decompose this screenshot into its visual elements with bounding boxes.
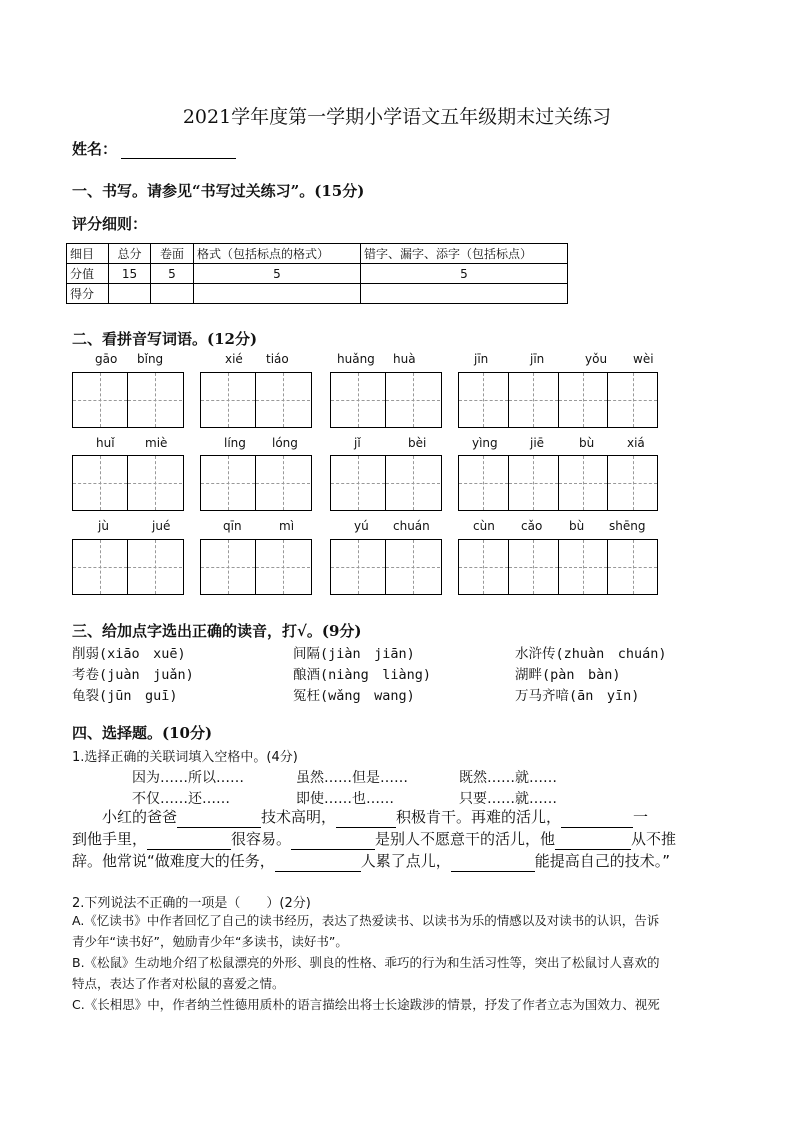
pinyin: yú — [354, 519, 369, 533]
pinyin: mì — [279, 519, 295, 533]
score-cell[interactable] — [194, 284, 361, 304]
writing-box[interactable] — [200, 539, 312, 595]
table-cell: 5 — [361, 264, 568, 284]
blank-input[interactable] — [147, 835, 231, 850]
pinyin: cǎo — [521, 519, 543, 533]
score-cell[interactable] — [361, 284, 568, 304]
pinyin: cùn — [473, 519, 495, 533]
table-cell: 卷面 — [151, 244, 194, 264]
table-cell: 总分 — [109, 244, 151, 264]
reading-item[interactable]: 间隔(jiàn jiān) — [293, 646, 415, 662]
writing-box[interactable] — [458, 455, 658, 511]
table-cell: 15 — [109, 264, 151, 284]
table-cell: 分值 — [67, 264, 109, 284]
page-title: 2021学年度第一学期小学语文五年级期末过关练习 — [182, 106, 612, 128]
blank-input[interactable] — [451, 857, 535, 872]
pinyin: bù — [569, 519, 585, 533]
conjunction-option: 因为……所以…… — [132, 770, 244, 786]
table-cell: 错字、漏字、添字（包括标点） — [361, 244, 568, 264]
pinyin: tiáo — [266, 352, 289, 366]
pinyin: chuán — [393, 519, 430, 533]
pinyin: bǐng — [137, 352, 164, 366]
pinyin: yìng — [472, 436, 498, 450]
pinyin: jīn — [530, 352, 545, 366]
option-line: 特点，表达了作者对松鼠的喜爱之情。 — [72, 976, 285, 991]
pinyin: gāo — [95, 352, 118, 366]
table-row — [67, 244, 568, 264]
writing-box[interactable] — [200, 455, 312, 511]
writing-box[interactable] — [330, 372, 442, 428]
pinyin: lóng — [272, 436, 298, 450]
section2-heading: 二、看拼音写词语。(12分) — [72, 330, 258, 348]
blank-input[interactable] — [555, 835, 631, 850]
reading-item[interactable]: 酿酒(niàng liàng) — [293, 667, 432, 683]
pinyin: yǒu — [585, 352, 608, 366]
pinyin: jǐ — [354, 436, 361, 450]
table-cell: 5 — [194, 264, 361, 284]
pinyin: bù — [579, 436, 595, 450]
paragraph-line: 小红的爸爸 技术高明， 积极肯干。再难的活儿， 一 — [102, 808, 649, 826]
blank-input[interactable] — [291, 835, 375, 850]
pinyin: jīn — [474, 352, 489, 366]
reading-item[interactable]: 龟裂(jūn guī) — [72, 688, 178, 704]
conjunction-option: 虽然……但是…… — [296, 770, 408, 786]
conjunction-option: 既然……就…… — [459, 770, 557, 786]
reading-item[interactable]: 削弱(xiāo xuē) — [72, 646, 186, 662]
writing-box[interactable] — [458, 372, 658, 428]
table-cell: 细目 — [67, 244, 109, 264]
pinyin: qīn — [223, 519, 242, 533]
name-label: 姓名： — [72, 140, 118, 158]
writing-box[interactable] — [72, 372, 184, 428]
pinyin: jù — [98, 519, 109, 533]
pinyin: xiá — [627, 436, 645, 450]
pinyin: huǎng — [337, 352, 375, 366]
section1-heading: 一、书写。请参见“书写过关练习”。(15分) — [72, 182, 365, 200]
conjunction-option: 不仅……还…… — [132, 791, 230, 807]
pinyin: huǐ — [96, 436, 115, 450]
question2-label: 2.下列说法不正确的一项是（ ）(2分) — [72, 896, 311, 911]
writing-box[interactable] — [330, 539, 442, 595]
pinyin: jué — [152, 519, 171, 533]
writing-box[interactable] — [72, 539, 184, 595]
question1-label: 1.选择正确的关联词填入空格中。(4分) — [72, 750, 298, 765]
writing-box[interactable] — [458, 539, 658, 595]
pinyin: jiē — [530, 436, 545, 450]
table-row — [67, 264, 568, 284]
paragraph-line: 到他手里， 很容易。 是别人不愿意干的活儿，他 从不推 — [72, 830, 677, 848]
writing-box[interactable] — [330, 455, 442, 511]
paragraph-line: 辞。他常说“做难度大的任务， 人累了点儿， 能提高自己的技术。” — [72, 852, 671, 870]
reading-item[interactable]: 冤枉(wǎng wang) — [293, 688, 415, 704]
conjunction-option: 即使……也…… — [296, 791, 394, 807]
pinyin: wèi — [633, 352, 654, 366]
pinyin: xié — [225, 352, 243, 366]
reading-item[interactable]: 考卷(juàn juǎn) — [72, 667, 194, 683]
question2-options — [72, 910, 732, 1015]
option-line: A.《忆读书》中作者回忆了自己的读书经历，表达了热爱读书、以读书为乐的情感以及对读书的认识，告诉 — [72, 913, 660, 928]
reading-item[interactable]: 万马齐喑(ān yīn) — [515, 688, 640, 704]
score-cell[interactable] — [151, 284, 194, 304]
conjunction-option: 只要……就…… — [459, 791, 557, 807]
pinyin: huà — [393, 352, 416, 366]
table-cell: 格式（包括标点的格式） — [194, 244, 361, 264]
pinyin: líng — [224, 436, 246, 450]
grading-table — [66, 243, 568, 304]
blank-input[interactable] — [177, 813, 261, 828]
option-line: B.《松鼠》生动地介绍了松鼠漂亮的外形、驯良的性格、乖巧的行为和生活习性等，突出了松鼠讨人喜欢的 — [72, 955, 660, 970]
writing-box[interactable] — [72, 455, 184, 511]
blank-input[interactable] — [561, 813, 633, 828]
section4-heading: 四、选择题。(10分) — [72, 724, 213, 742]
blank-input[interactable] — [275, 857, 361, 872]
score-cell[interactable] — [109, 284, 151, 304]
name-row — [72, 138, 236, 159]
table-row — [67, 284, 568, 304]
blank-input[interactable] — [336, 813, 396, 828]
pinyin: miè — [145, 436, 168, 450]
table-cell: 得分 — [67, 284, 109, 304]
criteria-label: 评分细则： — [72, 215, 148, 233]
pinyin: bèi — [408, 436, 427, 450]
section3-heading: 三、给加点字选出正确的读音，打√。(9分) — [72, 622, 362, 640]
option-line: 青少年“读书好”，勉励青少年“多读书，读好书”。 — [72, 934, 348, 949]
option-line: C.《长相思》中，作者纳兰性德用质朴的语言描绘出将士长途跋涉的情景，抒发了作者立志为国效力、视死 — [72, 997, 660, 1012]
writing-box[interactable] — [200, 372, 312, 428]
reading-item[interactable]: 湖畔(pàn bàn) — [515, 667, 621, 683]
name-field[interactable] — [121, 144, 236, 159]
table-cell: 5 — [151, 264, 194, 284]
pinyin: shēng — [609, 519, 646, 533]
reading-item[interactable]: 水浒传(zhuàn chuán) — [515, 646, 667, 662]
fill-paragraph — [72, 806, 732, 872]
